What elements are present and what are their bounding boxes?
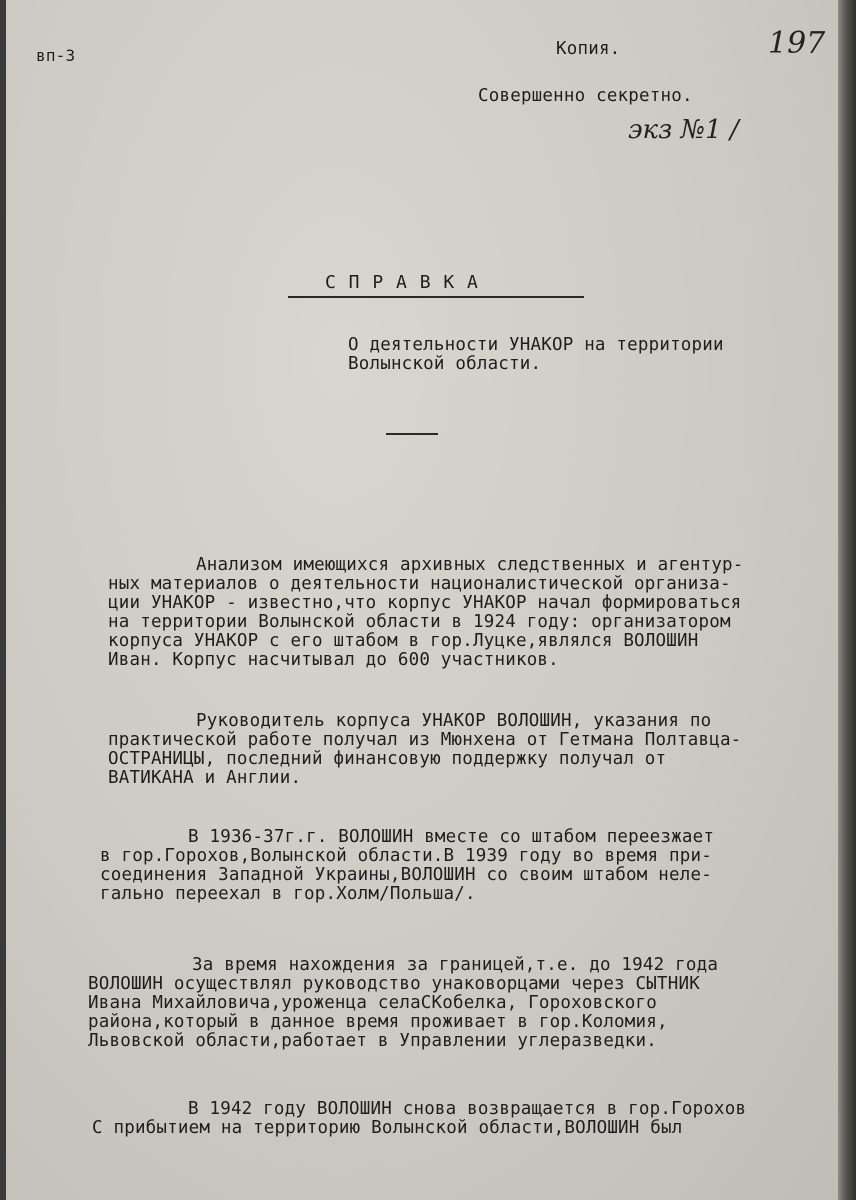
section-divider: [386, 433, 438, 435]
document-title: С П Р А В К А: [325, 272, 479, 293]
paragraph-line: ных материалов о деятельности националистической организа-: [108, 574, 731, 594]
paragraph-line: корпуса УНАКОР с его штабом в гор.Луцке,являлся ВОЛОШИН: [108, 631, 699, 651]
title-underline: [288, 296, 584, 298]
paragraph-line: За время нахождения за границей,т.е. до 1942 года: [192, 955, 719, 975]
subtitle-line-2: Волынской области.: [348, 354, 542, 374]
copy-label: Копия.: [556, 39, 621, 59]
paragraph-line: на территории Волынской области в 1924 году: организатором: [108, 612, 731, 632]
paragraph-line: гально переехал в гор.Холм/Польша/.: [100, 884, 476, 904]
paragraph-line: Анализом имеющихся архивных следственных и агентур-: [196, 555, 744, 575]
paragraph-line: В 1936-37г.г. ВОЛОШИН вместе со штабом переезжает: [188, 827, 715, 847]
subtitle-line-1: О деятельности УНАКОР на территории: [348, 335, 724, 355]
document-code: вп-3: [36, 46, 76, 65]
classification-label: Совершенно секретно.: [478, 86, 693, 106]
paragraph-line: В 1942 году ВОЛОШИН снова возвращается в гор.Горохов: [188, 1099, 747, 1119]
paragraph-line: практической работе получал из Мюнхена от Гетмана Полтавца-: [108, 730, 742, 750]
paragraph-line: района,который в данное время проживает в гор.Коломия,: [88, 1012, 668, 1032]
paragraph-line: ВАТИКАНА и Англии.: [108, 768, 302, 788]
page-edge-shadow: [838, 0, 856, 1200]
paragraph-line: С прибытием на территорию Волынской области,ВОЛОШИН был: [92, 1118, 683, 1138]
paragraph-line: Львовской области,работает в Управлении углеразведки.: [88, 1031, 658, 1051]
paragraph-line: ВОЛОШИН осуществлял руководство унаковорцами через СЫТНИК: [88, 974, 700, 994]
paragraph-line: соединения Западной Украины,ВОЛОШИН со своим штабом неле-: [100, 865, 712, 885]
paragraph-line: Руководитель корпуса УНАКОР ВОЛОШИН, указания по: [196, 711, 712, 731]
paragraph-line: ции УНАКОР - известно,что корпус УНАКОР начал формироваться: [108, 593, 742, 613]
paragraph-line: в гор.Горохов,Волынской области.В 1939 году во время при-: [100, 846, 712, 866]
folio-number-handwritten: 197: [768, 26, 826, 61]
paragraph-line: Иван. Корпус насчитывал до 600 участников.: [108, 650, 559, 670]
paragraph-line: ОСТРАНИЦЫ, последний финансовую поддержку получал от: [108, 749, 667, 769]
paragraph-line: Ивана Михайловича,уроженца селаСКобелка, Гороховского: [88, 993, 658, 1013]
copy-number-handwritten: экз №1 /: [628, 115, 739, 145]
